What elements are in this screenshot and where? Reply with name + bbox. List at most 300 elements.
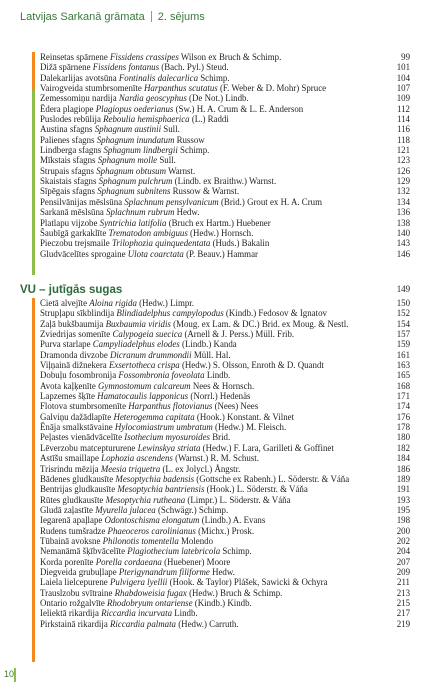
latin-name: Lewinskya striata — [137, 442, 201, 453]
common-name: Lapzemes šķīte — [40, 391, 95, 402]
common-name: Strupais sfagns — [40, 165, 94, 176]
list-item — [40, 145, 410, 155]
entry-text — [40, 350, 388, 360]
entry-text — [40, 567, 388, 577]
header-separator — [151, 11, 152, 22]
latin-name: Splachnum pensylvanicum — [124, 196, 219, 207]
list-item — [40, 370, 410, 380]
common-name: Pieczobu trejsmaile — [40, 238, 110, 249]
latin-name: Heterogemma capitata — [113, 411, 195, 422]
author: (Lindb.) A. Evans — [201, 515, 266, 526]
common-name: Galviņu dažādlapīte — [40, 411, 112, 422]
latin-name: Harpanthus scutatus — [144, 83, 218, 94]
author: Schimp. — [200, 72, 230, 83]
latin-name: Harpanthus flotovianus — [128, 401, 213, 412]
list-item — [40, 557, 410, 567]
entry-text — [40, 505, 388, 515]
page-ref: 195 — [396, 504, 410, 515]
common-name: Peļastes vienādvācelīte — [40, 432, 123, 443]
entry-text — [40, 308, 388, 318]
list-item — [40, 567, 410, 577]
entry-text — [40, 135, 388, 145]
category-bar-orange — [32, 52, 35, 90]
list-item — [40, 135, 410, 145]
latin-name: Mesoptychia bantriensis — [117, 484, 205, 495]
list-item — [40, 228, 410, 238]
entry-text — [40, 401, 388, 411]
latin-name: Trilophozia quinquedentata — [111, 238, 211, 249]
page-ref: 99 — [401, 52, 410, 62]
entry-text — [40, 298, 388, 308]
page-ref: 129 — [396, 176, 410, 187]
list-item — [40, 391, 410, 401]
entry-text — [40, 104, 388, 114]
list-item — [40, 412, 410, 422]
footer-rule — [14, 668, 16, 682]
author: (Hook. & Taylor) Plášek, Sawicki & Ochyra — [169, 577, 328, 588]
entry-text — [40, 207, 388, 217]
common-name: Lēverzobu matceptururene — [40, 442, 136, 453]
page-ref: 159 — [396, 339, 410, 350]
page-ref: 189 — [396, 473, 410, 484]
entry-text — [40, 218, 388, 228]
common-name: Diegveida grubuļlape — [40, 566, 117, 577]
page-ref: 204 — [396, 546, 410, 557]
author: (Brid.) Grout ex H. A. Crum — [220, 196, 323, 207]
entry-text — [40, 155, 388, 165]
latin-name: Trematodon ambiguus — [108, 227, 188, 238]
page-ref: 200 — [396, 525, 410, 536]
author: (Schwägr.) Schimp. — [157, 504, 229, 515]
page-ref: 132 — [396, 186, 410, 197]
latin-name: Hylocomiastrum umbratum — [114, 422, 213, 433]
latin-name: Riccardia palmata — [110, 618, 176, 629]
entry-text — [40, 526, 388, 536]
list-item — [40, 166, 410, 176]
entry-text — [40, 432, 388, 442]
list-item — [40, 608, 410, 618]
list-item — [40, 360, 410, 370]
common-name: Šaubīgā garkaklīte — [40, 227, 107, 238]
author: (Huds.) Bakalin — [212, 238, 270, 249]
list-item — [40, 443, 410, 453]
author: (Hook.) Konstant. & Vilnet — [196, 411, 295, 422]
list-item — [40, 453, 410, 463]
common-name: Mīkstais sfagns — [40, 155, 96, 166]
page-ref: 178 — [396, 422, 410, 433]
entry-text — [40, 495, 388, 505]
page-ref: 104 — [396, 72, 410, 83]
page-ref: 150 — [396, 298, 410, 308]
author: Schimp. — [222, 546, 252, 557]
entry-text — [40, 166, 388, 176]
common-name: Pensilvānijas mēslsūna — [40, 196, 123, 207]
page-ref: 138 — [396, 217, 410, 228]
latin-name: Plagiopus oederianus — [95, 103, 174, 114]
category-bar-green — [32, 90, 35, 275]
latin-name: Rhabdoweisia fugax — [114, 587, 187, 598]
species-list-bottom — [40, 298, 410, 629]
author: Sull. — [163, 124, 180, 135]
entry-text — [40, 197, 388, 207]
page-ref: 184 — [396, 453, 410, 464]
common-name: Pirkstainā rikardija — [40, 618, 108, 629]
page-ref: 157 — [396, 329, 410, 340]
latin-name: Lophozia ascendens — [101, 453, 173, 464]
list-item — [40, 401, 410, 411]
page-ref: 112 — [397, 103, 410, 114]
common-name: Dižā spārnene — [40, 62, 91, 73]
list-item — [40, 114, 410, 124]
common-name: Rudens tumšradze — [40, 525, 106, 536]
entry-text — [40, 608, 388, 618]
author: (Hedw.) Limpr. — [139, 298, 194, 308]
entry-text — [40, 412, 388, 422]
category-bar-orange-2 — [32, 298, 35, 662]
list-item — [40, 186, 410, 196]
list-item — [40, 207, 410, 217]
author: Müll. Hal. — [193, 349, 231, 360]
list-item — [40, 298, 410, 308]
page-ref: 140 — [396, 227, 410, 238]
common-name: Ontario rožgalvīte — [40, 597, 105, 608]
author: Hedw. — [176, 207, 200, 218]
list-item — [40, 124, 410, 134]
author: (Norrl.) Hedenäs — [190, 391, 251, 402]
page-ref: 211 — [397, 577, 410, 588]
author: Brid. — [212, 432, 231, 443]
common-name: Bādenes gludkausīte — [40, 473, 114, 484]
list-item — [40, 319, 410, 329]
entry-text — [40, 484, 388, 494]
common-name: Austina sfagns — [40, 124, 93, 135]
common-name: Platlapu vijzobe — [40, 217, 98, 228]
author: (Kindb.) Fedosov & Ignatov — [225, 308, 327, 319]
list-item — [40, 422, 410, 432]
list-item — [40, 339, 410, 349]
common-name: Zaļā bukšbaumija — [40, 318, 104, 329]
common-name: Palienes sfagns — [40, 134, 95, 145]
author: Schimp. — [180, 145, 210, 156]
page-ref: 107 — [396, 83, 410, 94]
common-name: Sīpēgais sfagns — [40, 186, 95, 197]
latin-name: Meesia triquetra — [100, 463, 161, 474]
common-name: Rūtes gludkausīte — [40, 494, 104, 505]
list-item — [40, 197, 410, 207]
common-name: Iegarenā apaļlape — [40, 515, 103, 526]
common-name: Bentrijas gludkausīte — [40, 484, 116, 495]
entry-text — [40, 62, 388, 72]
author: (Hedw.) Hornsch. — [190, 227, 254, 238]
list-item — [40, 73, 410, 83]
page-ref: 215 — [396, 597, 410, 608]
author: Lindb. — [174, 608, 198, 619]
latin-name: Plagiothecium latebricola — [127, 546, 221, 557]
common-name: Flotova stumbrsomenīte — [40, 401, 127, 412]
common-name: Tūbainā avoksne — [40, 535, 101, 546]
latin-name: Sphagnum inundatum — [96, 134, 175, 145]
latin-name: Sphagnum obtusum — [96, 165, 166, 176]
latin-name: Myurella julacea — [95, 504, 156, 515]
entry-text — [40, 515, 388, 525]
latin-name: Mesoptychia rutheana — [105, 494, 186, 505]
page-ref: 123 — [396, 155, 410, 166]
page-ref: 171 — [396, 391, 410, 402]
list-item — [40, 495, 410, 505]
latin-name: Pterigynandrum filiforme — [118, 566, 210, 577]
page-ref: 101 — [396, 62, 410, 73]
latin-name: Porella cordaeana — [95, 556, 162, 567]
list-item — [40, 464, 410, 474]
author: (Lindb. ex Braithw.) Warnst. — [174, 176, 277, 187]
page-ref: 118 — [397, 134, 410, 145]
latin-name: Sphagnum pulchrum — [98, 176, 173, 187]
author: Wilson ex Bruch & Schimp. — [180, 52, 282, 62]
common-name: Dobuļu fosombronija — [40, 370, 117, 381]
common-name: Reinsetas spārnene — [40, 52, 108, 62]
author: Nees & Hornsch. — [192, 380, 255, 391]
list-item — [40, 381, 410, 391]
entry-text — [40, 360, 388, 370]
list-item — [40, 218, 410, 228]
page-number: 10 — [4, 669, 15, 679]
author: (L.) Raddi — [191, 114, 229, 125]
common-name: Astīšu smaillape — [40, 453, 99, 464]
latin-name: Reboulia hemisphaerica — [103, 114, 190, 125]
entry-text — [40, 536, 388, 546]
author: Sull. — [159, 155, 176, 166]
page-ref: 114 — [397, 114, 410, 125]
common-name: Puslodes rebūlija — [40, 114, 101, 125]
list-item — [40, 238, 410, 248]
latin-name: Syntrichia latifolia — [99, 217, 167, 228]
page-ref: 154 — [396, 318, 410, 329]
author: Warnst. — [168, 165, 196, 176]
page-ref: 191 — [396, 484, 410, 495]
latin-name: Odontoschisma elongatum — [104, 515, 200, 526]
page-ref: 174 — [396, 401, 410, 412]
volume-label: 2. sējums — [157, 11, 205, 23]
author: Molendo — [181, 535, 214, 546]
entry-text — [40, 238, 388, 248]
author: (Moug. ex Lam. & DC.) Brid. ex Moug. & Nestl. — [173, 318, 349, 329]
author: (Hedw.) S. Olsson, Enroth & D. Quandt — [181, 360, 324, 371]
page-ref: 161 — [396, 349, 410, 360]
latin-name: Campyliadelphus elodes — [92, 339, 180, 350]
common-name: Lindberga sfagns — [40, 145, 102, 156]
entry-text — [40, 588, 388, 598]
latin-name: Fissidens crassipes — [110, 52, 179, 62]
author: (Nees) Nees — [214, 401, 259, 412]
author: (Hook.) L. Söderstr. & Váňa — [206, 484, 308, 495]
author: (Warnst.) R. M. Schust. — [175, 453, 259, 464]
page-ref: 163 — [396, 360, 410, 371]
page-ref: 182 — [396, 442, 410, 453]
common-name: Laiela lielcepurene — [40, 577, 108, 588]
species-list-top — [40, 52, 410, 259]
author: (Hedw.) M. Fleisch. — [215, 422, 287, 433]
author: (Bach. Pyl.) Steud. — [161, 62, 229, 73]
common-name: Avota kaļķenīte — [40, 380, 96, 391]
author: (Hedw.) Bruch & Schimp. — [189, 587, 283, 598]
book-title: Latvijas Sarkanā grāmata — [20, 11, 145, 23]
entry-text — [40, 474, 388, 484]
common-name: Purva starlape — [40, 339, 91, 350]
entry-text — [40, 391, 388, 401]
page-footer — [0, 668, 423, 687]
latin-name: Calypogeia suecica — [112, 329, 183, 340]
page-ref: 146 — [396, 248, 410, 259]
entry-text — [40, 329, 388, 339]
common-name: Trisrindu mēzija — [40, 463, 99, 474]
author: (Arnell & J. Perss.) Müll. Frib. — [184, 329, 295, 340]
page-ref: 126 — [396, 165, 410, 176]
author: (Hedw.) Carruth. — [178, 618, 239, 629]
section-heading — [20, 284, 410, 298]
latin-name: Blindiadelphus campylopodus — [116, 308, 224, 319]
list-item — [40, 104, 410, 114]
entry-text — [40, 557, 388, 567]
entry-text — [40, 52, 388, 62]
page-ref: 186 — [396, 463, 410, 474]
author: (Michx.) Prosk. — [198, 525, 255, 536]
common-name: Ieliektā rikardija — [40, 608, 99, 619]
author: (Huebener) Moore — [164, 556, 231, 567]
page-ref: 207 — [396, 556, 410, 567]
list-item — [40, 155, 410, 165]
page-ref: 168 — [396, 380, 410, 391]
author: Russow — [176, 134, 205, 145]
latin-name: Fissidens fontanus — [92, 62, 160, 73]
common-name: Strupļapu sīkblindija — [40, 308, 115, 319]
list-item — [40, 93, 410, 103]
page-ref: 180 — [396, 432, 410, 443]
common-name: Cietā alvejīte — [40, 298, 88, 308]
entry-text — [40, 93, 388, 103]
list-item — [40, 505, 410, 515]
list-item — [40, 432, 410, 442]
common-name: Dramonda divzobe — [40, 349, 108, 360]
latin-name: Philonotis tomentella — [102, 535, 179, 546]
author: (Gottsche ex Rabenh.) L. Söderstr. & Váňa — [196, 473, 350, 484]
entry-text — [40, 546, 388, 556]
page-ref: 198 — [396, 515, 410, 526]
common-name: Ēdera plagiope — [40, 103, 94, 114]
page-ref: 202 — [396, 535, 410, 546]
list-item — [40, 536, 410, 546]
entry-text — [40, 598, 388, 608]
list-item — [40, 577, 410, 587]
latin-name: Sphagnum lindbergii — [103, 145, 178, 156]
latin-name: Hamatocaulis lapponicus — [97, 391, 189, 402]
entry-text — [40, 176, 388, 186]
latin-name: Sphagnum austinii — [94, 124, 162, 135]
latin-name: Pulvigera lyellii — [109, 577, 168, 588]
common-name: Vairogveida stumbrsomenīte — [40, 83, 142, 94]
common-name: Korda porenīte — [40, 556, 94, 567]
page-ref: 116 — [397, 124, 410, 135]
latin-name: Gymnostomum calcareum — [98, 380, 191, 391]
list-item — [40, 62, 410, 72]
latin-name: Exsertotheca crispa — [108, 360, 180, 371]
list-item — [40, 526, 410, 536]
entry-text — [40, 381, 388, 391]
entry-text — [40, 186, 388, 196]
entry-text — [40, 249, 388, 259]
entry-text — [40, 145, 388, 155]
entry-text — [40, 228, 388, 238]
author: (Lindb.) Kanda — [181, 339, 237, 350]
list-item — [40, 83, 410, 93]
page-ref: 134 — [396, 196, 410, 207]
page-ref: 121 — [396, 145, 410, 156]
author: Russow & Warnst. — [172, 186, 240, 197]
page-ref: 193 — [396, 494, 410, 505]
page-ref: 152 — [396, 308, 410, 319]
common-name: Trauslzobu svītraine — [40, 587, 113, 598]
latin-name: Dicranum drummondii — [110, 349, 192, 360]
list-item — [40, 619, 410, 629]
author: (Hedw.) F. Lara, Garilleti & Goffinet — [202, 442, 334, 453]
entry-text — [40, 124, 388, 134]
page-ref: 217 — [396, 608, 410, 619]
common-name: Sarkanā mēslsūna — [40, 207, 104, 218]
entry-text — [40, 339, 388, 349]
common-name: Gludvācelītes sprogaine — [40, 248, 126, 259]
common-name: Nemanāmā šķībvācelīte — [40, 546, 126, 557]
entry-text — [40, 443, 388, 453]
author: Lindb. — [206, 370, 231, 381]
common-name: Dalekarlijas avotsūna — [40, 72, 117, 83]
list-item — [40, 329, 410, 339]
author: (F. Weber & D. Mohr) Spruce — [219, 83, 327, 94]
common-name: Zviedrijas somenīte — [40, 329, 111, 340]
list-item — [40, 350, 410, 360]
page-ref: 109 — [396, 93, 410, 104]
page-ref: 209 — [396, 566, 410, 577]
latin-name: Rhodobryum ontariense — [107, 597, 193, 608]
page-ref: 176 — [396, 411, 410, 422]
author: (Sw.) H. A. Crum & L. E. Anderson — [175, 103, 304, 114]
latin-name: Riccardia incurvata — [101, 608, 173, 619]
page-ref: 165 — [396, 370, 410, 381]
running-header — [20, 11, 415, 23]
list-item — [40, 249, 410, 259]
author: (Limpr.) L. Söderstr. & Váňa — [187, 494, 291, 505]
author: Hedw. — [212, 566, 235, 577]
list-item — [40, 598, 410, 608]
section-title: VU – jutīgās sugas — [20, 284, 123, 296]
list-item — [40, 588, 410, 598]
list-item — [40, 474, 410, 484]
latin-name: Buxbaumia viridis — [105, 318, 171, 329]
author: (De Not.) Lindb. — [189, 93, 249, 104]
latin-name: Phaeoceros carolinianus — [107, 525, 196, 536]
list-item — [40, 52, 410, 62]
entry-text — [40, 370, 388, 380]
latin-name: Nardia geoscyphus — [118, 93, 187, 104]
common-name: Ēnāja smalkstāvaine — [40, 422, 113, 433]
page-ref: 136 — [396, 207, 410, 218]
entry-text — [40, 464, 388, 474]
common-name: Zemessomiņu nardija — [40, 93, 117, 104]
entry-text — [40, 114, 388, 124]
latin-name: Splachnum rubrum — [106, 207, 175, 218]
common-name: Skaistais sfagns — [40, 176, 97, 187]
entry-text — [40, 619, 388, 629]
section-page: 149 — [396, 284, 410, 294]
page-ref: 219 — [396, 618, 410, 629]
